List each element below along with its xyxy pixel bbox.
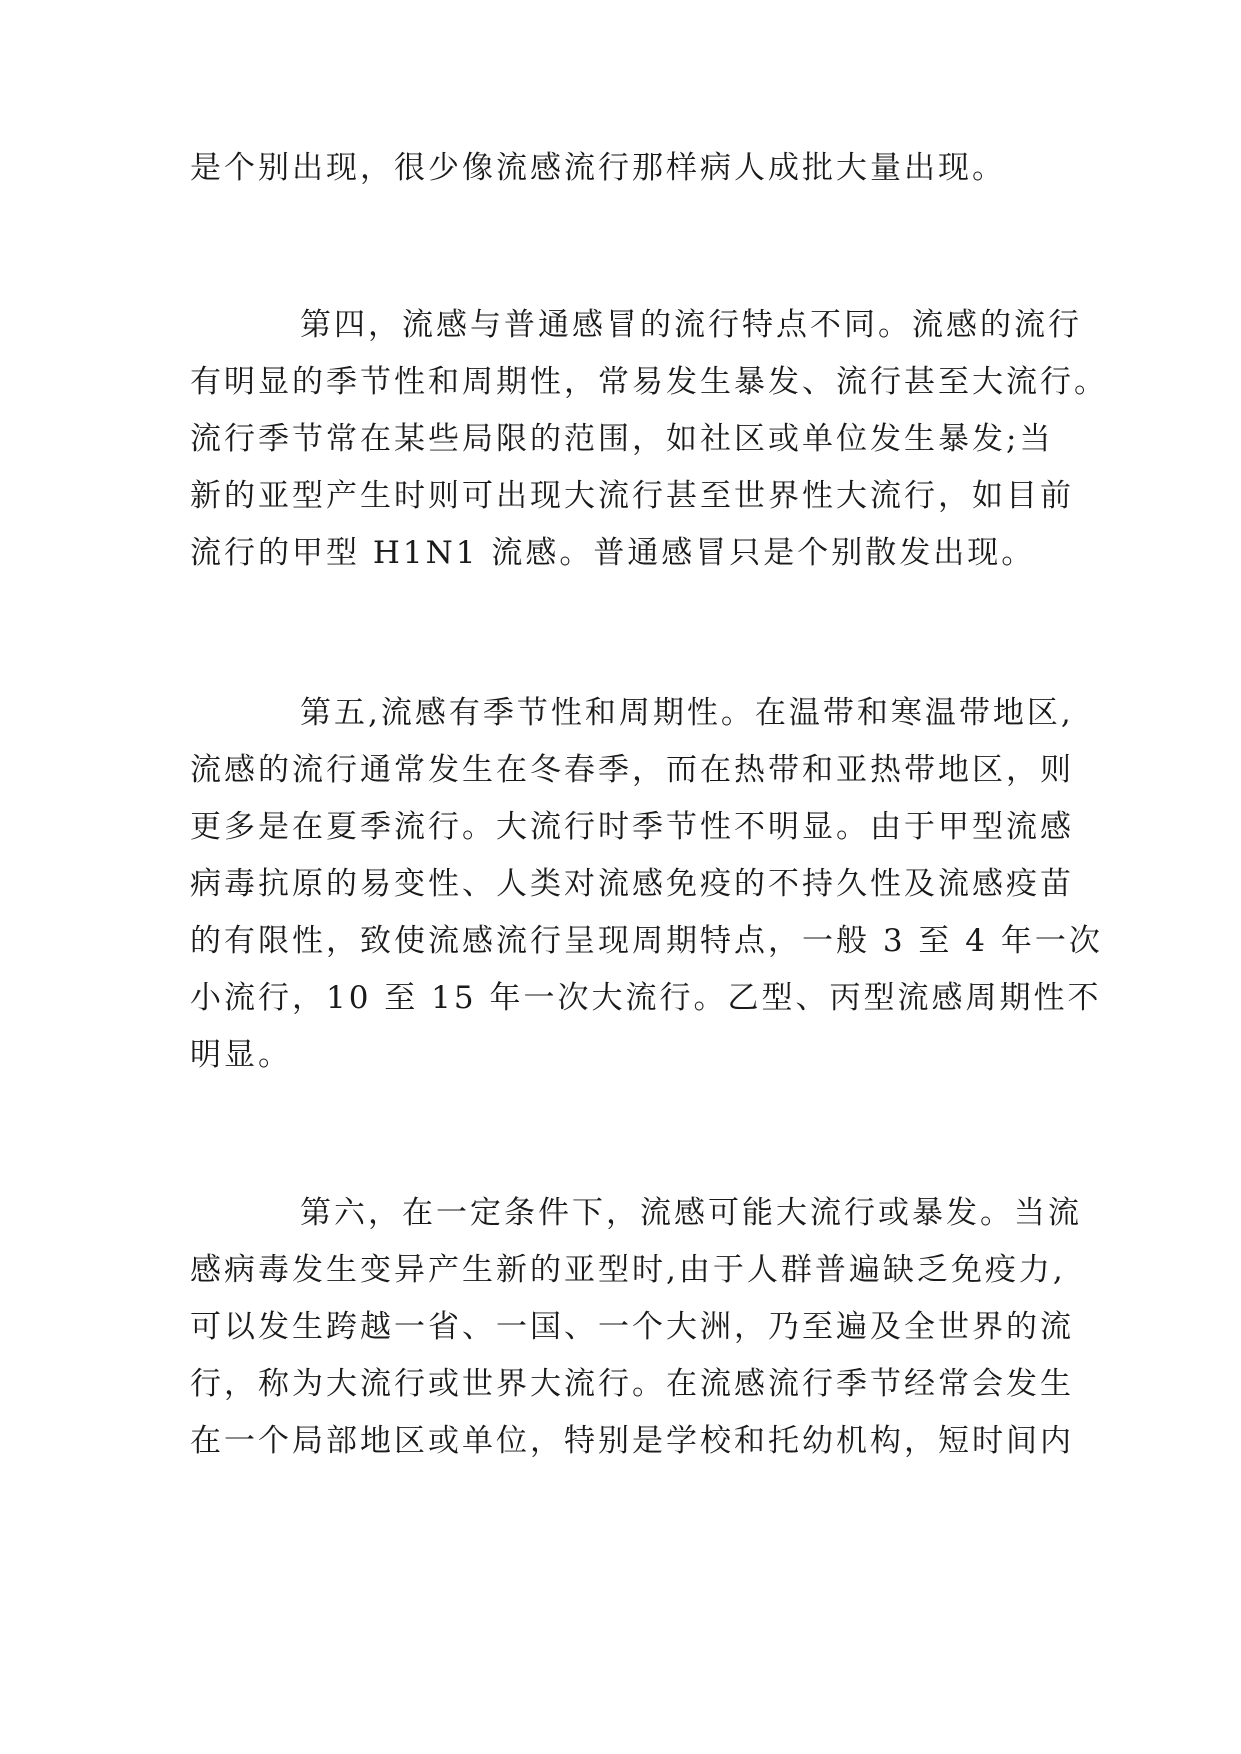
text-line: 明显。 <box>190 1037 292 1073</box>
text-line: 流行的甲型 H1N1 流感。普通感冒只是个别散发出现。 <box>190 535 1036 571</box>
text-line: 有明显的季节性和周期性，常易发生暴发、流行甚至大流行。 <box>190 364 1108 400</box>
text-line: 小流行，10 至 15 年一次大流行。乙型、丙型流感周期性不 <box>190 980 1102 1016</box>
text-line: 可以发生跨越一省、一国、一个大洲，乃至遍及全世界的流 <box>190 1309 1074 1345</box>
text-line: 新的亚型产生时则可出现大流行甚至世界性大流行，如目前 <box>190 478 1074 514</box>
text-line: 的有限性，致使流感流行呈现周期特点，一般 3 至 4 年一次 <box>190 923 1103 959</box>
text-line: 行，称为大流行或世界大流行。在流感流行季节经常会发生 <box>190 1366 1074 1402</box>
text-line: 第五,流感有季节性和周期性。在温带和寒温带地区, <box>300 695 1074 731</box>
text-line: 流行季节常在某些局限的范围，如社区或单位发生暴发;当 <box>190 421 1054 457</box>
text-line: 第四，流感与普通感冒的流行特点不同。流感的流行 <box>300 307 1082 343</box>
text-line: 感病毒发生变异产生新的亚型时,由于人群普遍缺乏免疫力, <box>190 1252 1066 1288</box>
text-line: 在一个局部地区或单位，特别是学校和托幼机构，短时间内 <box>190 1423 1074 1459</box>
text-line: 病毒抗原的易变性、人类对流感免疫的不持久性及流感疫苗 <box>190 866 1074 902</box>
text-line: 第六，在一定条件下，流感可能大流行或暴发。当流 <box>300 1195 1082 1231</box>
text-line: 更多是在夏季流行。大流行时季节性不明显。由于甲型流感 <box>190 809 1074 845</box>
text-line: 是个别出现，很少像流感流行那样病人成批大量出现。 <box>190 150 1006 186</box>
text-line: 流感的流行通常发生在冬春季，而在热带和亚热带地区，则 <box>190 752 1074 788</box>
